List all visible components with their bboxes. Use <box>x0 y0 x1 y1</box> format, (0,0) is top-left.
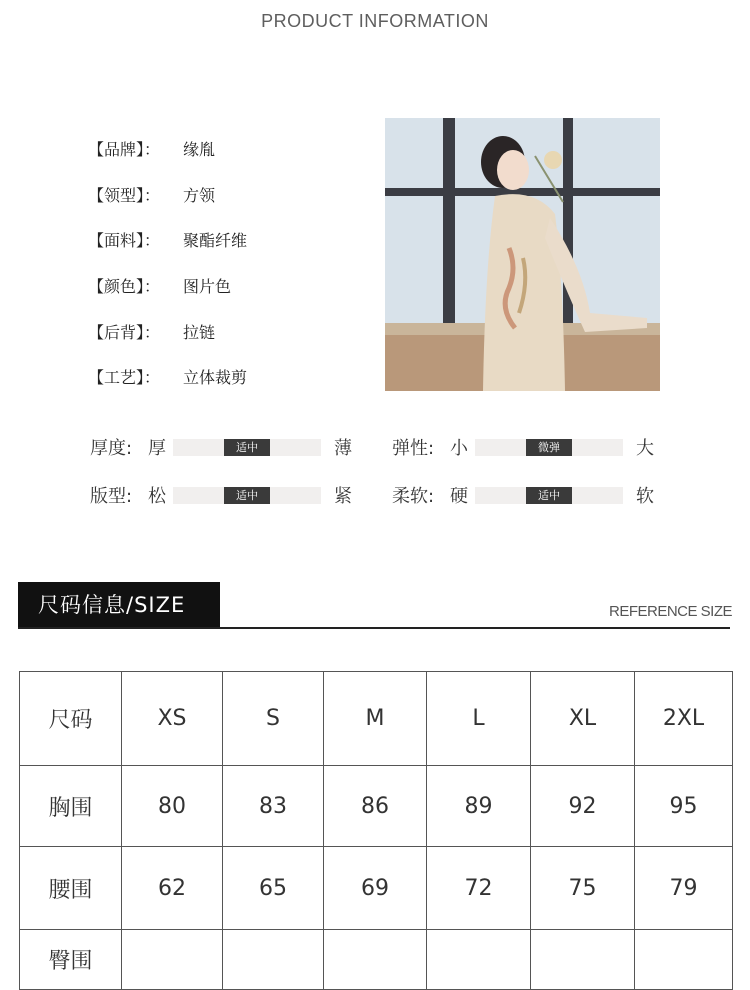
table-header-cell: S <box>223 672 324 766</box>
table-header-cell: 2XL <box>635 672 733 766</box>
table-header-cell: XL <box>531 672 635 766</box>
scale-right-label: 紧 <box>334 486 352 507</box>
scale-right-label: 软 <box>636 486 654 507</box>
attribute-value: 拉链 <box>183 322 216 342</box>
table-cell: 62 <box>122 847 223 930</box>
scale-marker: 微弹 <box>526 439 572 456</box>
product-information-title: PRODUCT INFORMATION <box>261 11 489 31</box>
table-row <box>20 766 733 847</box>
scale-left-label: 硬 <box>450 486 468 507</box>
table-cell: 92 <box>531 766 635 847</box>
scale-bar <box>173 439 321 456</box>
scale-label: 柔软: <box>392 486 435 507</box>
attribute-value: 缘胤 <box>183 140 216 160</box>
attribute-row-craft <box>88 354 247 400</box>
scale-bar <box>475 487 623 504</box>
attribute-key: 【工艺】： <box>88 368 161 388</box>
scale-thickness <box>90 434 356 460</box>
table-row-label: 臀围 <box>20 930 122 990</box>
scale-marker: 适中 <box>224 487 270 504</box>
attribute-row-color <box>88 263 247 309</box>
table-header-cell: M <box>324 672 427 766</box>
scale-label: 弹性: <box>392 438 435 459</box>
table-cell: 79 <box>635 847 733 930</box>
attribute-key: 【颜色】： <box>88 277 161 297</box>
attribute-value: 立体裁剪 <box>183 368 248 388</box>
attribute-key: 【后背】： <box>88 322 161 342</box>
reference-size-label: REFERENCE SIZE <box>609 603 733 620</box>
attribute-row-collar <box>88 172 247 218</box>
scale-right-label: 薄 <box>334 438 352 459</box>
table-cell: 89 <box>427 766 531 847</box>
attribute-value: 图片色 <box>183 277 232 297</box>
size-table <box>19 671 733 990</box>
table-cell: 83 <box>223 766 324 847</box>
size-section-title: 尺码信息/SIZE <box>18 582 220 628</box>
scale-left-label: 厚 <box>148 438 166 459</box>
table-cell: 95 <box>635 766 733 847</box>
scale-bar <box>173 487 321 504</box>
table-header-row <box>20 672 733 766</box>
attribute-row-back <box>88 308 247 354</box>
attribute-value: 方领 <box>183 185 216 205</box>
table-cell: 65 <box>223 847 324 930</box>
attribute-key: 【品牌】： <box>88 140 161 160</box>
table-row <box>20 847 733 930</box>
attribute-row-brand <box>88 126 247 172</box>
attribute-key: 【面料】： <box>88 231 161 251</box>
table-cell: 80 <box>122 766 223 847</box>
scale-marker: 适中 <box>224 439 270 456</box>
table-header-cell: XS <box>122 672 223 766</box>
table-header-cell: 尺码 <box>20 672 122 766</box>
attribute-row-fabric <box>88 217 247 263</box>
scale-label: 版型: <box>90 486 133 507</box>
scale-marker: 适中 <box>526 487 572 504</box>
scale-softness <box>392 482 658 508</box>
attribute-key: 【领型】： <box>88 185 161 205</box>
size-section-divider <box>18 627 730 629</box>
table-cell: 86 <box>324 766 427 847</box>
table-cell: 72 <box>427 847 531 930</box>
scale-left-label: 松 <box>148 486 166 507</box>
model-photo-illustration <box>385 118 660 391</box>
scale-left-label: 小 <box>450 438 468 459</box>
scale-label: 厚度: <box>90 438 133 459</box>
scale-elasticity <box>392 434 658 460</box>
scale-fit <box>90 482 356 508</box>
attribute-value: 聚酯纤维 <box>183 231 248 251</box>
attribute-list <box>88 126 247 400</box>
product-photo <box>385 118 660 391</box>
table-header-cell: L <box>427 672 531 766</box>
table-cell: 75 <box>531 847 635 930</box>
scale-right-label: 大 <box>636 438 654 459</box>
table-row-label: 胸围 <box>20 766 122 847</box>
table-cell: 69 <box>324 847 427 930</box>
scale-bar <box>475 439 623 456</box>
table-row-label: 腰围 <box>20 847 122 930</box>
